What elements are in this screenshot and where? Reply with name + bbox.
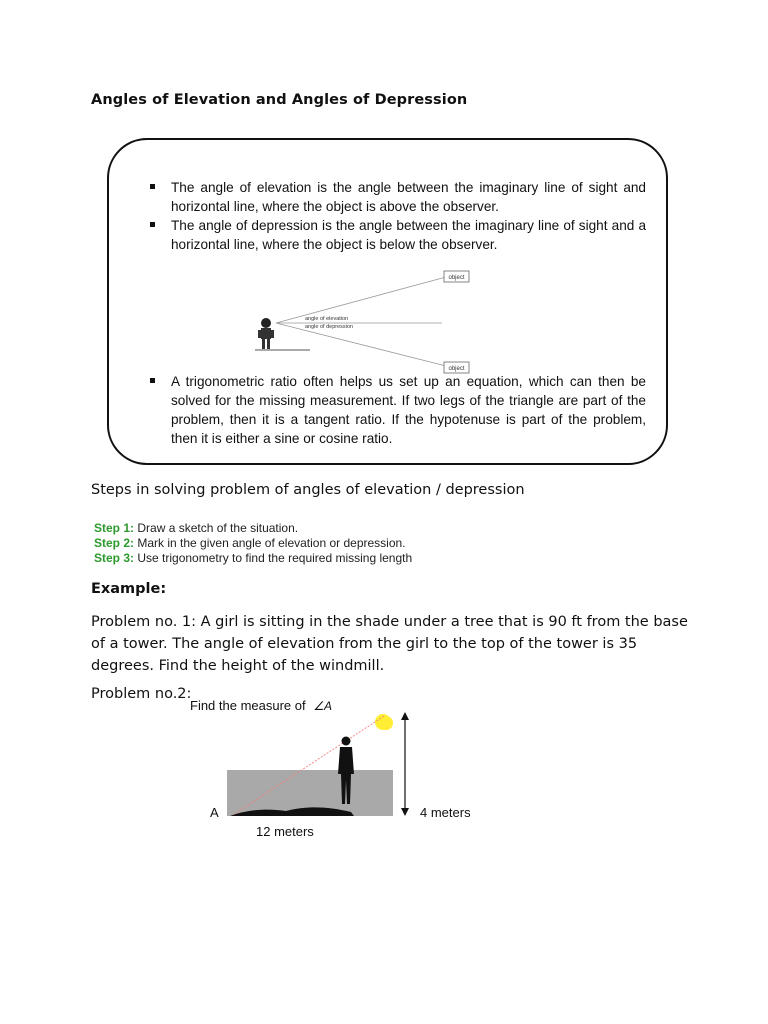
example-heading: Example: [91,581,167,597]
vertex-a-label: A [210,805,219,820]
step-label: Step 1: [94,521,135,535]
bullet-text: The angle of elevation is the angle between the imaginary line of sight and horizontal line, where the object is above the observer. [171,180,646,214]
bullet-square-icon [150,378,155,383]
angle-a-symbol: ∠A [313,699,333,713]
figure-caption: Find the measure of [190,698,306,713]
elevation-depression-diagram [250,266,480,376]
page-title: Angles of Elevation and Angles of Depression [91,92,468,108]
problem-2-figure [186,694,486,844]
steps-heading: Steps in solving problem of angles of elevation / depression [91,482,525,498]
step-item [94,521,298,536]
step-text: Mark in the given angle of elevation or depression. [137,536,406,550]
problem-1-text: Problem no. 1: A girl is sitting in the shade under a tree that is 90 ft from the base of a tower. The angle of elevation from the girl to the top of the tower is 35 degrees. Find the height of the windmill. [91,614,688,674]
bullet-text: The angle of depression is the angle between the imaginary line of sight and a horizontal line, where the object is below the observer. [171,218,646,252]
bullet-square-icon [150,184,155,189]
problem-2-label: Problem no.2: [91,686,192,702]
step-item [94,536,406,551]
angle-of-depression-label: angle of depression [305,324,354,330]
step-text: Use trigonometry to find the required missing length [137,551,413,565]
step-label: Step 2: [94,536,135,550]
height-arrow [401,712,409,816]
bullet-text: A trigonometric ratio often helps us set up an equation, which can then be solved for the missing measurement. If two legs of the triangle are part of the problem, then it is a tangent ratio. If the hypotenuse is part of the problem, then it is either a sine or cosine ratio. [171,374,646,446]
svg-text:Find the measure of ∠A [190,698,332,713]
bullet-square-icon [150,222,155,227]
step-item [94,551,412,566]
object-label-bottom: object [448,366,465,372]
height-label: 4 meters [420,805,471,820]
observer-figure-icon [258,318,274,349]
base-label: 12 meters [256,824,314,839]
angle-of-elevation-label: angle of elevation [305,316,349,322]
object-label-top: object [448,275,465,281]
step-text: Draw a sketch of the situation. [137,521,299,535]
step-label: Step 3: [94,551,135,565]
